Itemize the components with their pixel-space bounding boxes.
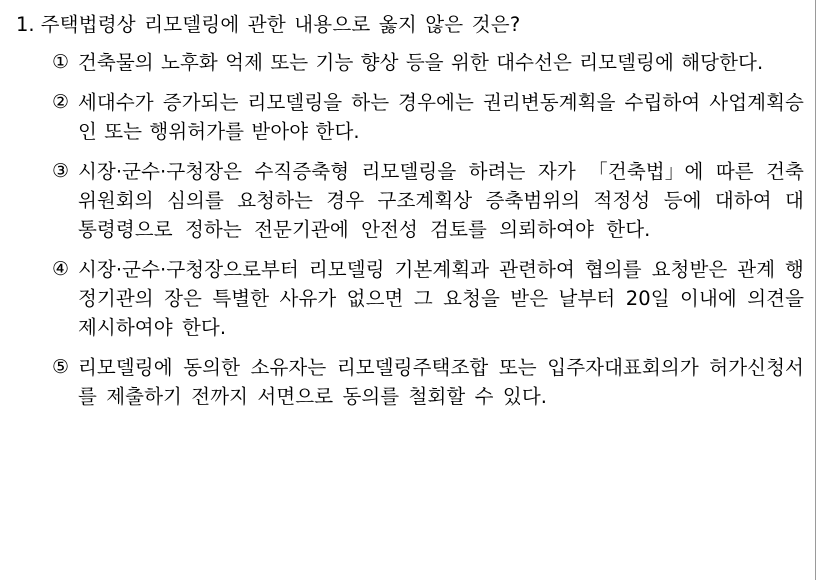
choice-text-3: 시장·군수·구청장은 수직증축형 리모델링을 하려는 자가 「건축법」에 따른 건축위원회의 심의를 요청하는 경우 구조계획상 증축범위의 적정성 등에 대하여 대통령령으로 정하는 전문기관에 안전성 검토를 의뢰하여야 한다.: [78, 160, 804, 241]
choice-option-1[interactable]: [0, 48, 826, 77]
choice-list: [0, 48, 826, 411]
choice-option-4[interactable]: [0, 255, 826, 342]
choice-marker-4: ④: [52, 258, 70, 280]
choice-option-2[interactable]: [0, 88, 826, 146]
choice-marker-3: ③: [52, 160, 70, 182]
choice-option-5[interactable]: [0, 353, 826, 411]
choice-marker-1: ①: [52, 51, 70, 73]
question-stem: [0, 10, 826, 40]
page-edge-rule: [815, 0, 816, 580]
question-number: 1.: [16, 13, 35, 36]
choice-text-1: 건축물의 노후화 억제 또는 기능 향상 등을 위한 대수선은 리모델링에 해당한다.: [78, 51, 764, 74]
choice-text-4: 시장·군수·구청장으로부터 리모델링 기본계획과 관련하여 협의를 요청받은 관계 행정기관의 장은 특별한 사유가 없으면 그 요청을 받은 날부터 20일 이내에 의견을 제시하여야 한다.: [78, 258, 804, 339]
choice-text-5: 리모델링에 동의한 소유자는 리모델링주택조합 또는 입주자대표회의가 허가신청서를 제출하기 전까지 서면으로 동의를 철회할 수 있다.: [78, 356, 804, 408]
choice-option-3[interactable]: [0, 157, 826, 244]
question-text: 주택법령상 리모델링에 관한 내용으로 옳지 않은 것은?: [40, 13, 521, 36]
choice-text-2: 세대수가 증가되는 리모델링을 하는 경우에는 권리변동계획을 수립하여 사업계획승인 또는 행위허가를 받아야 한다.: [78, 91, 804, 143]
choice-marker-5: ⑤: [52, 356, 70, 378]
choice-marker-2: ②: [52, 91, 70, 113]
